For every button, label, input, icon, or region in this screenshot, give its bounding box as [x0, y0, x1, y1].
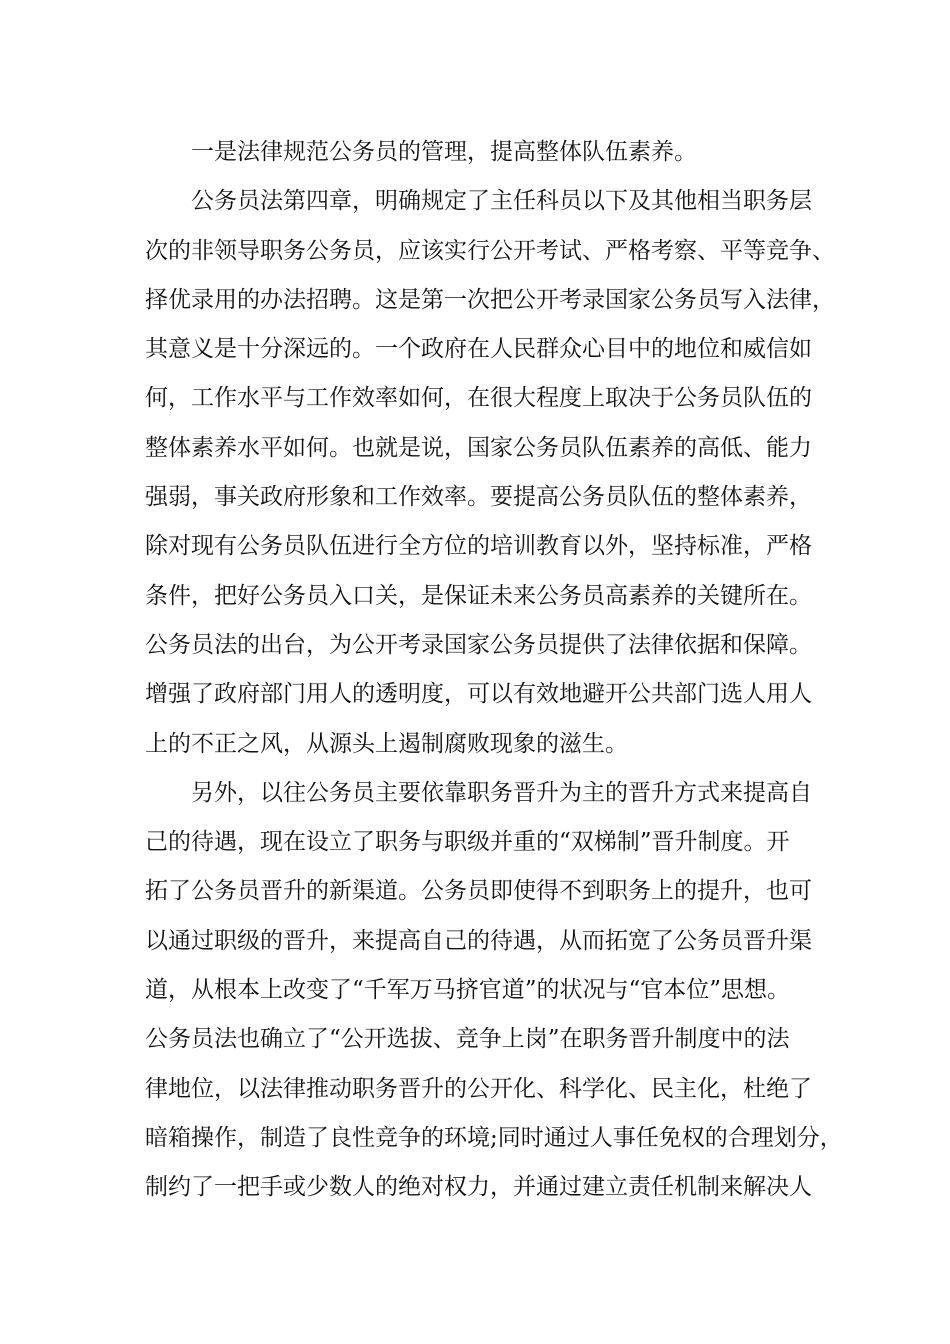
paragraph-line: 上的不正之风，从源头上遏制腐败现象的滋生。 [145, 730, 628, 757]
paragraph-line: 公务员法也确立了“公开选拔、竞争上岗”在职务晋升制度中的法 [145, 1026, 790, 1053]
paragraph-line: 整体素养水平如何。也就是说，国家公务员队伍素养的高低、能力 [145, 434, 812, 461]
paragraph-line: 己的待遇，现在设立了职务与职级并重的“双梯制”晋升制度。开 [145, 829, 790, 856]
paragraph-line: 道，从根本上改变了“千军万马挤官道”的状况与“官本位”思想。 [145, 977, 791, 1004]
paragraph-line: 次的非领导职务公务员，应该实行公开考试、严格考察、平等竞争、 [145, 237, 835, 264]
paragraph-line: 暗箱操作，制造了良性竞争的环境;同时通过人事任免权的合理划分， [145, 1124, 843, 1151]
paragraph-line: 公务员法第四章，明确规定了主任科员以下及其他相当职务层 [191, 188, 812, 215]
paragraph-heading-line: 一是法律规范公务员的管理，提高整体队伍素养。 [191, 139, 697, 165]
paragraph-line: 制约了一把手或少数人的绝对权力，并通过建立责任机制来解决人 [145, 1174, 812, 1201]
paragraph-line: 条件，把好公务员入口关，是保证未来公务员高素养的关键所在。 [145, 582, 812, 609]
body-text [145, 128, 843, 1213]
paragraph-line: 强弱，事关政府形象和工作效率。要提高公务员队伍的整体素养， [145, 484, 812, 511]
paragraph-line: 公务员法的出台，为公开考录国家公务员提供了法律依据和保障。 [145, 631, 812, 658]
paragraph-line: 择优录用的办法招聘。这是第一次把公开考录国家公务员写入法律， [145, 286, 835, 313]
paragraph-line: 何，工作水平与工作效率如何，在很大程度上取决于公务员队伍的 [145, 385, 812, 412]
paragraph-line: 另外，以往公务员主要依靠职务晋升为主的晋升方式来提高自 [191, 779, 812, 806]
paragraph-line: 拓了公务员晋升的新渠道。公务员即使得不到职务上的提升，也可 [145, 878, 812, 905]
paragraph-line: 其意义是十分深远的。一个政府在人民群众心目中的地位和威信如 [145, 336, 812, 363]
paragraph-line: 增强了政府部门用人的透明度，可以有效地避开公共部门选人用人 [145, 681, 812, 708]
paragraph-line: 律地位，以法律推动职务晋升的公开化、科学化、民主化，杜绝了 [145, 1075, 812, 1102]
paragraph-line: 除对现有公务员队伍进行全方位的培训教育以外，坚持标准，严格 [145, 533, 812, 560]
paragraph-line: 以通过职级的晋升，来提高自己的待遇，从而拓宽了公务员晋升渠 [145, 927, 812, 954]
